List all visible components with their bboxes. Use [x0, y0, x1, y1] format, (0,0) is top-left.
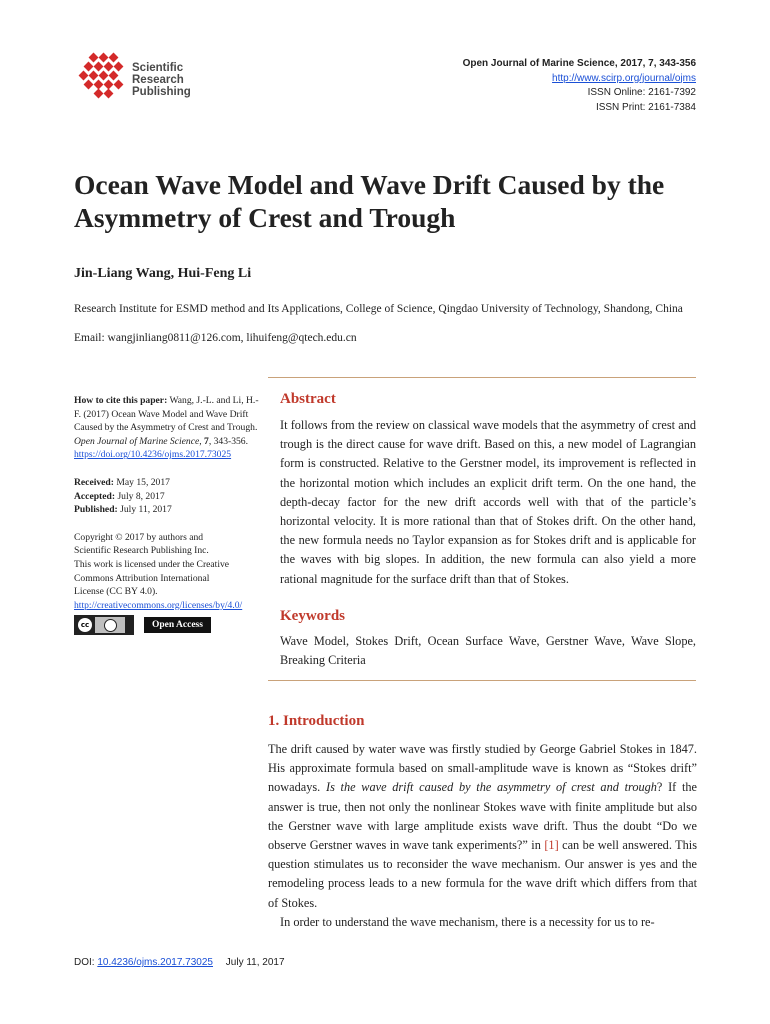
accepted-date: [74, 490, 264, 504]
publisher-line: Publishing: [132, 86, 191, 98]
reference-link[interactable]: [1]: [544, 838, 559, 853]
copyright-line: License (CC BY 4.0).: [74, 586, 158, 598]
journal-info: [463, 57, 696, 115]
article-authors: Jin-Liang Wang, Hui-Feng Li: [74, 266, 252, 281]
text-run: can be well answered. This question stimulates us to reconsider the wave mechanism. Our answer is yes and the remodeling process leads to a new formula for the wave drift which differs from that of Stokes.: [268, 838, 698, 910]
citation-text: Wang, J.-L. and Li, H.-F. (2017) Ocean Wave Model and Wave Drift Caused by the Asymmetry of Crest and Trough.: [74, 395, 259, 434]
keywords-heading: Keywords: [280, 608, 345, 624]
accepted-value: July 8, 2017: [117, 490, 165, 502]
copyright-line: Commons Attribution International: [74, 572, 210, 584]
received-value: May 15, 2017: [116, 476, 170, 488]
published-value: July 11, 2017: [120, 504, 172, 516]
paragraph: In order to understand the wave mechanism, there is a necessity for us to re-: [280, 914, 655, 929]
paragraph: [268, 740, 697, 913]
author-email: Email: wangjinliang0811@126.com, lihuifeng@qtech.edu.cn: [74, 332, 357, 344]
citation-doi-link[interactable]: https://doi.org/10.4236/ojms.2017.73025: [74, 449, 232, 461]
divider: [268, 377, 696, 378]
issn-online: ISSN Online: 2161-7392: [587, 87, 696, 98]
received-label: Received:: [74, 476, 114, 488]
introduction-heading: 1. Introduction: [268, 713, 365, 729]
article-title: Ocean Wave Model and Wave Drift Caused by the Asymmetry of Crest and Trough: [74, 169, 665, 233]
cc-icon: cc: [78, 618, 92, 632]
by-person-icon: [104, 619, 117, 632]
journal-url-link[interactable]: http://www.scirp.org/journal/ojms: [552, 72, 696, 84]
citation-volume: 7: [204, 435, 209, 447]
text-run: The drift caused by water wave was firstly studied by George Gabriel Stokes in 1847. His approximate formula based on small-amplitude wave is known as “Stokes drift” nowadays.: [268, 742, 697, 795]
citation-label: How to cite this paper:: [74, 395, 168, 406]
journal-citation-line: Open Journal of Marine Science, 2017, 7, 343-356: [462, 58, 696, 69]
text-run: ? If the answer is true, then not only the nonlinear Stokes wave with finite amplitude but also the Gerstner wave with large amplitude exists wave drift. Thus the doubt “Do we observe Gerstner waves in wave tank experiments?” in: [268, 780, 698, 853]
publisher-line: Research: [132, 74, 184, 86]
citation-journal: Open Journal of Marine Science: [74, 435, 200, 447]
footer-doi-link[interactable]: 10.4236/ojms.2017.73025: [97, 957, 213, 968]
footer-doi-prefix: DOI:: [74, 957, 98, 968]
citation-pages: , 343-356.: [208, 435, 248, 447]
publisher-name: [132, 62, 191, 98]
divider: [268, 680, 696, 681]
abstract-text: It follows from the review on classical wave models that the asymmetry of crest and trough is the direct cause for wave drift. Based on this, a new model of Lagrangian form is constructed. Relative to the Gerstner model, its improvement is reflected in the horizontal motion which includes an explicit drift term. On the one hand, the depth-decay factor for the new drift accords well with that of the particle’s horizontal velocity. It is more rational than that of Stokes drift. On the other hand, the new formula needs no Taylor expansion as for Stokes drift and is applicable for the waves with big slopes. In addition, the new formula can also yield a more rational magnitude for the surface drift than that of Stokes.: [280, 418, 696, 586]
article-sidebar: [74, 394, 264, 635]
author-affiliation: Research Institute for ESMD method and Its Applications, College of Science, Qingdao University of Technology, Shandong, China: [74, 303, 683, 315]
citation-block: How to cite this paper: Wang, J.-L. and Li, H.-F. (2017) Ocean Wave Model and Wave Drift Caused by the Asymmetry of Crest and Trough. Open Journal of Marine Science, 7, 343-356.: [74, 395, 259, 447]
footer-date: July 11, 2017: [225, 957, 285, 968]
publisher-line: Scientific: [132, 62, 184, 74]
keywords-text: Wave Model, Stokes Drift, Ocean Surface Wave, Gerstner Wave, Wave Slope, Breaking Criteria: [280, 634, 696, 668]
issn-print: ISSN Print: 2161-7384: [595, 101, 696, 113]
open-access-badge[interactable]: Open Access: [144, 617, 211, 633]
cc-by-badge[interactable]: [74, 615, 134, 635]
italic-question: Is the wave drift caused by the asymmetry of crest and trough: [325, 780, 657, 795]
published-label: Published:: [74, 504, 118, 516]
published-date: [74, 503, 264, 517]
introduction-body: [268, 740, 697, 932]
copyright-line: Scientific Research Publishing Inc.: [74, 545, 209, 557]
copyright-line: This work is licensed under the Creative: [74, 558, 230, 570]
accepted-label: Accepted:: [74, 490, 116, 502]
received-date: [74, 476, 264, 490]
license-link[interactable]: http://creativecommons.org/licenses/by/4.0/: [74, 599, 243, 611]
page-footer: [74, 957, 285, 968]
abstract-heading: Abstract: [280, 391, 336, 407]
copyright-line: Copyright © 2017 by authors and: [74, 531, 204, 543]
